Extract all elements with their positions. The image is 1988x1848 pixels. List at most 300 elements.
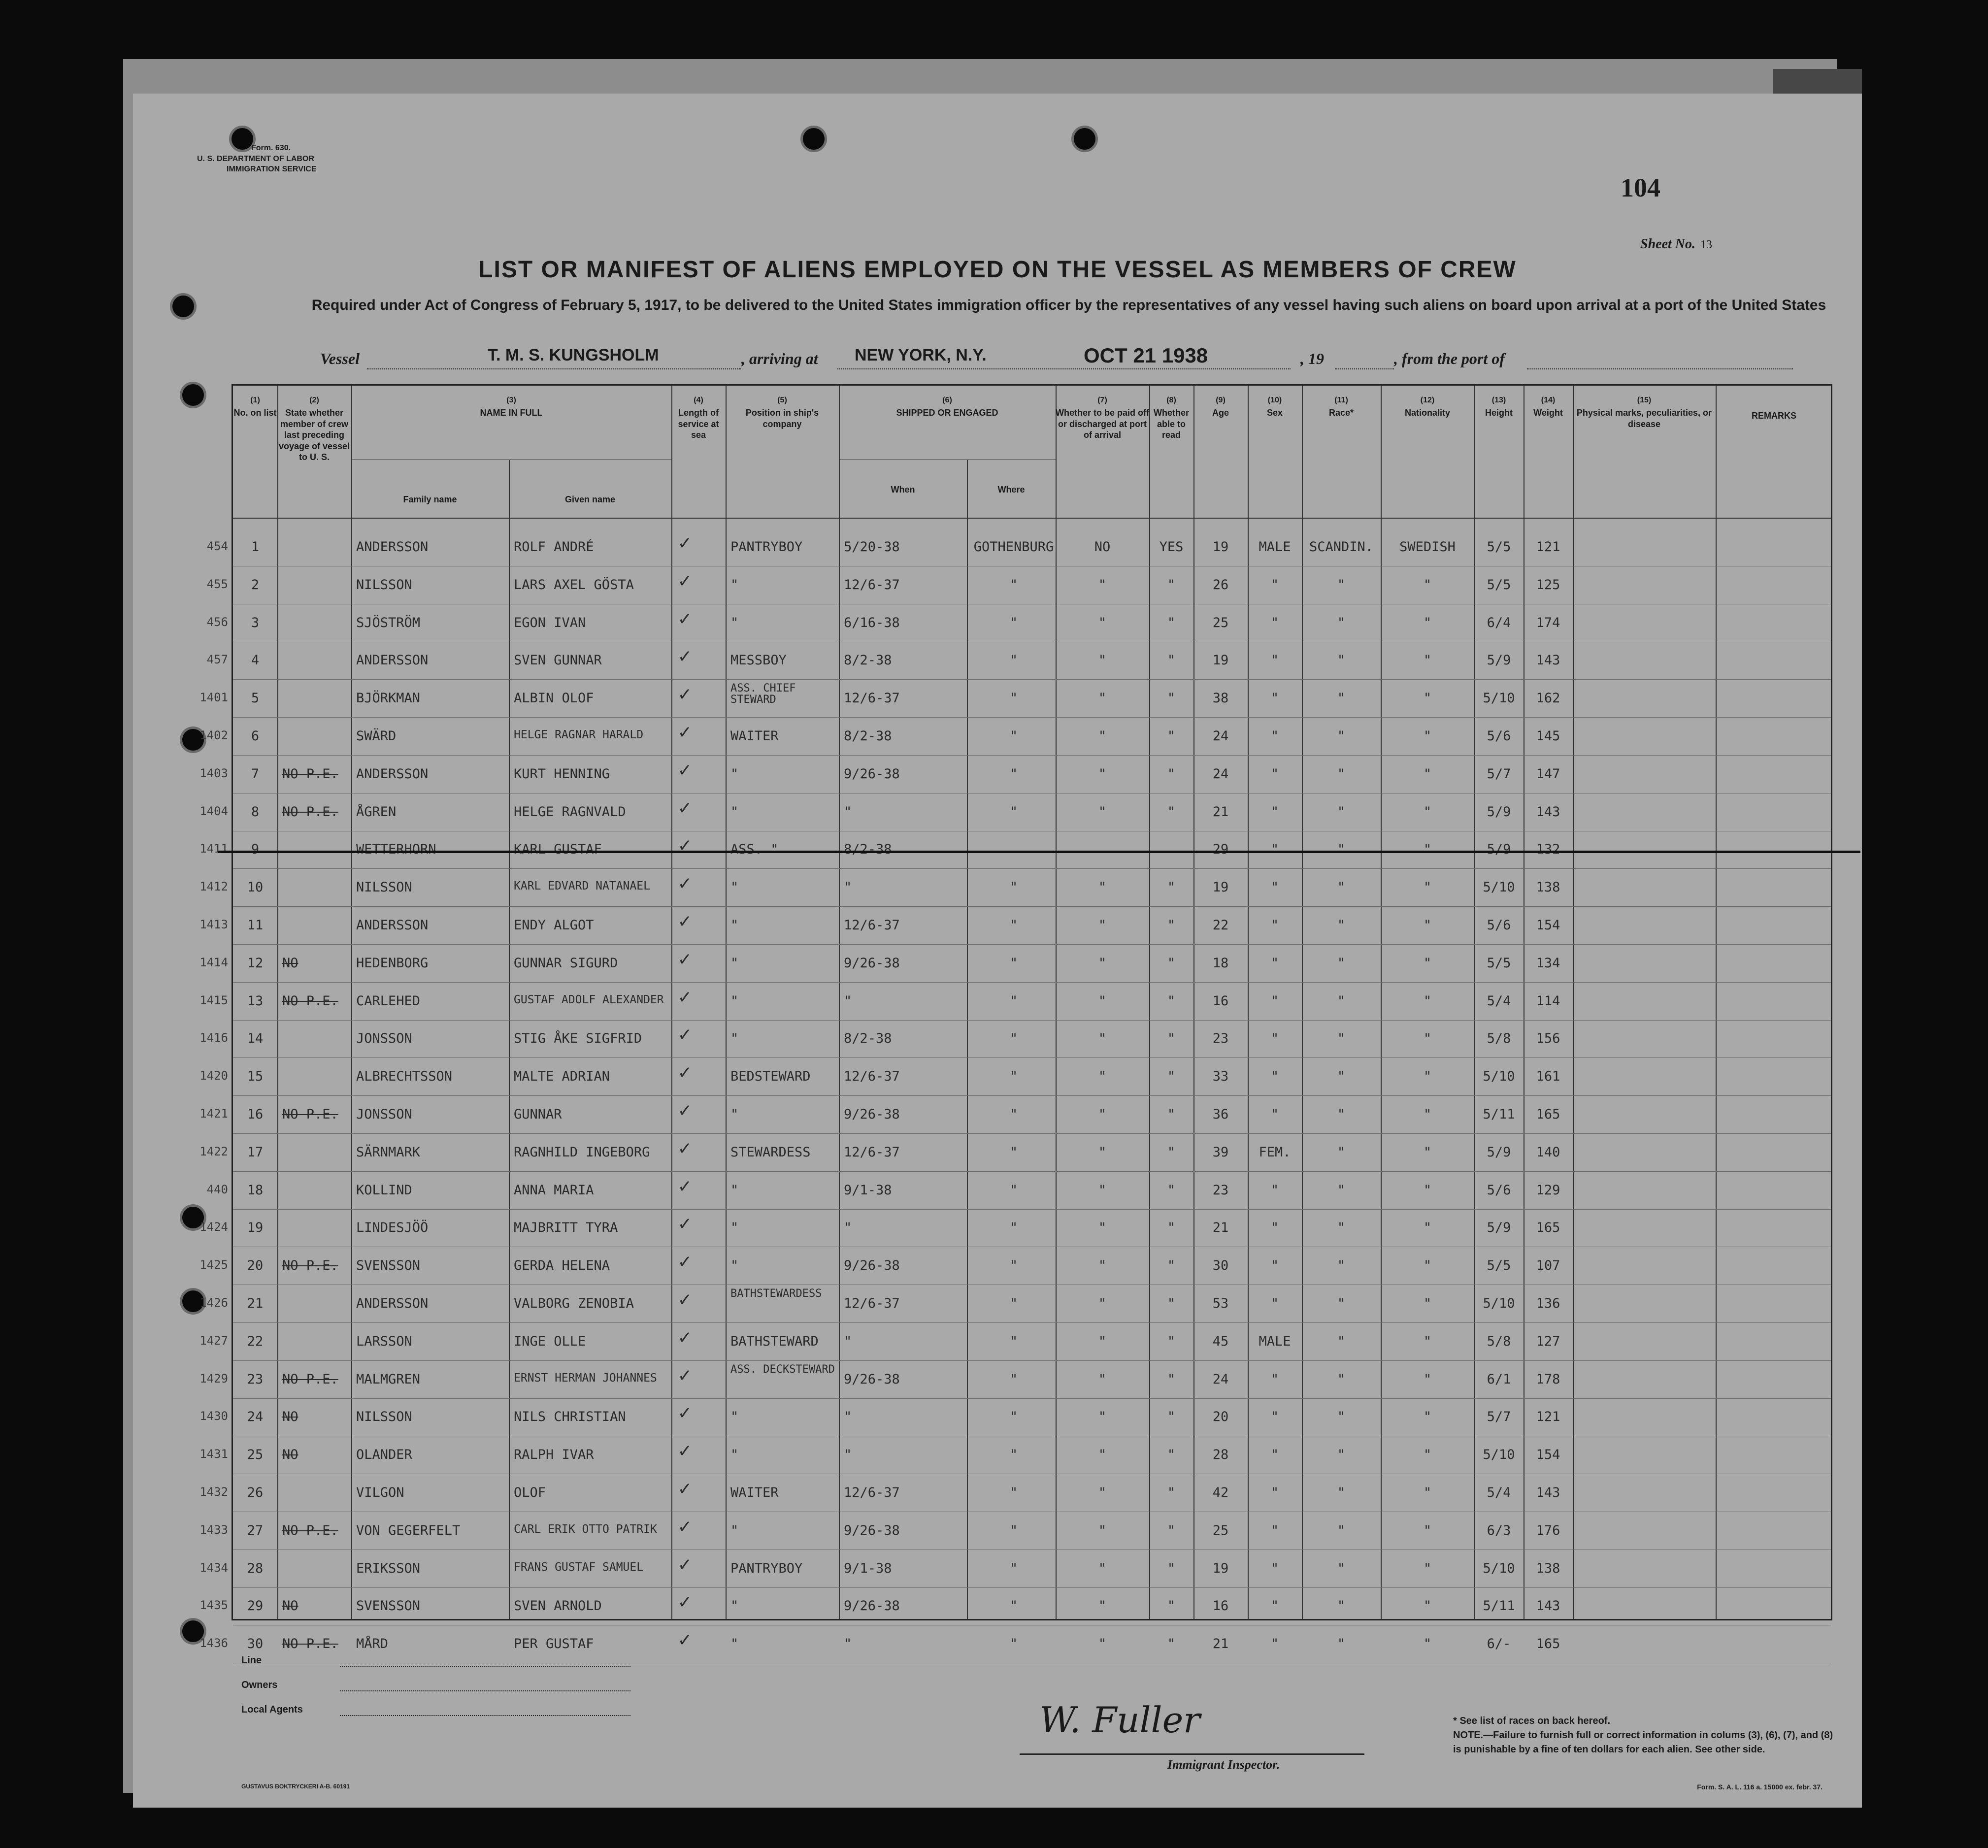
cell-sex: "	[1270, 1522, 1279, 1538]
cell-nat: "	[1423, 577, 1432, 593]
cell-no: 3	[251, 615, 260, 630]
table-row	[199, 718, 1831, 755]
col-header-no: (1) No. on list	[233, 396, 277, 418]
cell-race: "	[1337, 615, 1346, 630]
table-row	[199, 869, 1831, 906]
col-header-age: (9) Age	[1212, 396, 1229, 418]
cell-age: 33	[1212, 1069, 1229, 1085]
cell-family: NILSSON	[356, 577, 412, 593]
cell-race: "	[1337, 1371, 1346, 1387]
cell-age: 30	[1212, 1258, 1229, 1274]
cell-sex: "	[1270, 842, 1279, 858]
cell-height: 6/1	[1487, 1371, 1511, 1387]
cell-paid: "	[1098, 955, 1107, 971]
cell-position: "	[730, 1522, 739, 1538]
col-subheader-family-name: Family name	[403, 495, 457, 504]
cell-read: "	[1167, 993, 1176, 1009]
cell-where: "	[1009, 615, 1018, 630]
check-mark-icon: ✓	[679, 1325, 691, 1349]
manifest-table	[199, 384, 1832, 1652]
cell-given: EGON IVAN	[514, 615, 586, 630]
cell-race: "	[1337, 1220, 1346, 1236]
cell-given: OLOF	[514, 1485, 546, 1500]
table-row	[199, 1474, 1831, 1512]
punch-hole	[182, 384, 204, 406]
cell-where: "	[1009, 1598, 1018, 1614]
dotted-line	[837, 368, 1291, 369]
cell-sex: "	[1270, 1182, 1279, 1198]
cell-age: 39	[1212, 1144, 1229, 1160]
cell-where: "	[1009, 1485, 1018, 1500]
cell-family: HEDENBORG	[356, 955, 429, 971]
table-row	[206, 1172, 1831, 1209]
cell-height: 5/6	[1487, 1182, 1511, 1198]
cell-prev: NO P.E.	[282, 1107, 338, 1122]
arriving-label: , arriving at	[741, 350, 818, 367]
cell-where: "	[1009, 653, 1018, 668]
cell-given: PER GUSTAF	[514, 1636, 594, 1652]
cell-read: "	[1167, 1182, 1176, 1198]
check-mark-icon: ✓	[679, 1212, 691, 1235]
check-mark-icon: ✓	[679, 1061, 691, 1084]
cell-age: 24	[1212, 1371, 1229, 1387]
cell-when: "	[844, 880, 852, 895]
cell-sex: "	[1270, 1371, 1279, 1387]
table-row	[199, 907, 1831, 944]
cell-age: 38	[1212, 691, 1229, 706]
cell-no: 10	[247, 880, 264, 895]
cell-paid: "	[1098, 1069, 1107, 1085]
cell-when: "	[844, 1447, 852, 1463]
cell-height: 5/10	[1483, 1447, 1515, 1463]
cell-race: "	[1337, 766, 1346, 782]
check-mark-icon: ✓	[679, 1552, 691, 1576]
cell-where: "	[1009, 1107, 1018, 1122]
cell-where: "	[1009, 1522, 1018, 1538]
cell-where: "	[1009, 993, 1018, 1009]
col-header-read: (8) Whether able to read	[1154, 396, 1189, 440]
cell-sex: "	[1270, 1636, 1279, 1652]
strike-through-line	[218, 851, 1860, 853]
cell-family: ERIKSSON	[356, 1560, 421, 1576]
cell-read: "	[1167, 1522, 1176, 1538]
check-mark-icon: ✓	[679, 1590, 691, 1614]
col-header-paid-off: (7) Whether to be paid off or discharged at port of arrival	[1056, 396, 1149, 440]
cell-weight: 114	[1536, 993, 1560, 1009]
check-mark-icon: ✓	[679, 1477, 691, 1500]
cell-when: 9/26-38	[844, 1371, 900, 1387]
cell-paid: "	[1098, 918, 1107, 933]
cell-race: "	[1337, 728, 1346, 744]
cell-read: "	[1167, 615, 1176, 630]
cell-given: ENDY ALGOT	[514, 918, 594, 933]
cell-paid: "	[1098, 1636, 1107, 1652]
margin-number: 1426	[199, 1296, 228, 1310]
cell-position: "	[730, 1220, 739, 1236]
margin-number: 1415	[199, 993, 228, 1007]
cell-nat: "	[1423, 880, 1432, 895]
cell-nat: "	[1423, 766, 1432, 782]
table-row	[199, 1134, 1831, 1171]
cell-when: "	[844, 1636, 852, 1652]
cell-when: 8/2-38	[844, 653, 892, 668]
cell-sex: "	[1270, 1598, 1279, 1614]
cell-where: GOTHENBURG	[973, 539, 1054, 555]
cell-paid: "	[1098, 993, 1107, 1009]
cell-age: 24	[1212, 766, 1229, 782]
cell-paid: "	[1098, 1258, 1107, 1274]
cell-family: ALBRECHTSSON	[356, 1069, 453, 1085]
cell-when: 8/2-38	[844, 1031, 892, 1047]
cell-height: 5/5	[1487, 955, 1511, 971]
cell-age: 28	[1212, 1447, 1229, 1463]
cell-race: "	[1337, 1069, 1346, 1085]
cell-height: 5/5	[1487, 577, 1511, 593]
cell-position: ASS. DECKSTEWARD	[730, 1363, 835, 1376]
cell-when: 9/26-38	[844, 1522, 900, 1538]
cell-read: "	[1167, 1107, 1176, 1122]
margin-number: 1434	[199, 1560, 228, 1575]
cell-position: "	[730, 1031, 739, 1047]
margin-number: 1416	[199, 1031, 228, 1045]
cell-when: 9/26-38	[844, 955, 900, 971]
cell-paid: "	[1098, 1182, 1107, 1198]
cell-where: "	[1009, 1069, 1018, 1085]
cell-nat: "	[1423, 955, 1432, 971]
cell-no: 28	[247, 1560, 264, 1576]
cell-age: 29	[1212, 842, 1229, 858]
cell-position: PANTRYBOY	[730, 1560, 803, 1576]
cell-weight: 161	[1536, 1069, 1560, 1085]
cell-race: SCANDIN.	[1309, 539, 1374, 555]
cell-prev: NO P.E.	[282, 766, 338, 782]
cell-weight: 145	[1536, 728, 1560, 744]
cell-sex: "	[1270, 1409, 1279, 1425]
cell-age: 45	[1212, 1333, 1229, 1349]
cell-family: MALMGREN	[356, 1371, 421, 1387]
table-row	[199, 1247, 1831, 1285]
inspector-signature: W. Fuller	[1039, 1699, 1200, 1741]
inspector-label: Immigrant Inspector.	[1167, 1757, 1280, 1772]
margin-number: 440	[206, 1182, 228, 1196]
cell-weight: 121	[1536, 539, 1560, 555]
check-mark-icon: ✓	[679, 834, 691, 857]
cell-nat: "	[1423, 1560, 1432, 1576]
cell-height: 5/6	[1487, 918, 1511, 933]
margin-number: 1412	[199, 880, 228, 894]
margin-number: 1431	[199, 1447, 228, 1461]
cell-no: 12	[247, 955, 264, 971]
cell-age: 53	[1212, 1296, 1229, 1311]
cell-paid: "	[1098, 804, 1107, 820]
table-row	[199, 1550, 1831, 1587]
cell-position: MESSBOY	[730, 653, 787, 668]
check-mark-icon: ✓	[679, 607, 691, 630]
dotted-line	[340, 1666, 630, 1667]
check-mark-icon: ✓	[679, 1288, 691, 1311]
cell-read: "	[1167, 804, 1176, 820]
from-port-label: , from the port of	[1394, 350, 1505, 367]
cell-read: "	[1167, 1485, 1176, 1500]
cell-weight: 121	[1536, 1409, 1560, 1425]
cell-when: 9/26-38	[844, 1107, 900, 1122]
cell-family: VON GEGERFELT	[356, 1522, 461, 1538]
cell-race: "	[1337, 1031, 1346, 1047]
cell-where: "	[1009, 1220, 1018, 1236]
margin-number: 456	[206, 615, 228, 629]
cell-no: 15	[247, 1069, 264, 1085]
cell-no: 16	[247, 1107, 264, 1122]
cell-position: "	[730, 1258, 739, 1274]
cell-prev: NO P.E.	[282, 1371, 338, 1387]
cell-race: "	[1337, 880, 1346, 895]
cell-weight: 178	[1536, 1371, 1560, 1387]
cell-read: "	[1167, 1031, 1176, 1047]
check-mark-icon: ✓	[679, 645, 691, 668]
cell-paid: "	[1098, 615, 1107, 630]
cell-height: 5/8	[1487, 1031, 1511, 1047]
cell-nat: "	[1423, 1636, 1432, 1652]
cell-given: HELGE RAGNVALD	[514, 804, 626, 820]
form-header	[197, 143, 317, 175]
cell-sex: "	[1270, 766, 1279, 782]
cell-family: ANDERSSON	[356, 918, 429, 933]
cell-where: "	[1009, 766, 1018, 782]
cell-paid: "	[1098, 1220, 1107, 1236]
cell-family: ANDERSSON	[356, 766, 429, 782]
cell-where: "	[1009, 577, 1018, 593]
cell-given: ERNST HERMAN JOHANNES	[514, 1371, 657, 1385]
cell-paid: NO	[1094, 539, 1111, 555]
cell-no: 14	[247, 1031, 264, 1047]
cell-family: ANDERSSON	[356, 1296, 429, 1311]
cell-nat: "	[1423, 1144, 1432, 1160]
cell-nat: "	[1423, 615, 1432, 630]
cell-height: 5/5	[1487, 539, 1511, 555]
cell-nat: "	[1423, 1598, 1432, 1614]
cell-where: "	[1009, 1296, 1018, 1311]
table-row	[199, 1361, 1831, 1398]
cell-where: "	[1009, 1636, 1018, 1652]
margin-number: 1433	[199, 1522, 228, 1537]
margin-number: 1404	[199, 804, 228, 818]
table-row	[199, 831, 1831, 868]
col-subheader-where: Where	[997, 485, 1025, 495]
cell-weight: 107	[1536, 1258, 1560, 1274]
table-row	[199, 1209, 1831, 1247]
check-mark-icon: ✓	[679, 1136, 691, 1159]
cell-position: ASS. "	[730, 842, 779, 858]
cell-sex: "	[1270, 955, 1279, 971]
cell-weight: 154	[1536, 1447, 1560, 1463]
cell-family: JONSSON	[356, 1031, 412, 1047]
cell-position: "	[730, 1598, 739, 1614]
cell-weight: 125	[1536, 577, 1560, 593]
cell-no: 21	[247, 1296, 264, 1311]
cell-race: "	[1337, 1598, 1346, 1614]
cell-weight: 143	[1536, 1598, 1560, 1614]
cell-race: "	[1337, 1333, 1346, 1349]
cell-paid: "	[1098, 766, 1107, 782]
vessel-name: T. M. S. KUNGSHOLM	[488, 346, 659, 364]
cell-where: "	[1009, 1447, 1018, 1463]
cell-sex: "	[1270, 1447, 1279, 1463]
table-row	[206, 642, 1831, 679]
margin-number: 1430	[199, 1409, 228, 1423]
cell-age: 23	[1212, 1031, 1229, 1047]
cell-nat: "	[1423, 1522, 1432, 1538]
form-number: Form. 630.	[251, 144, 291, 152]
cell-paid: "	[1098, 728, 1107, 744]
table-row	[206, 528, 1831, 566]
cell-no: 9	[251, 842, 260, 858]
cell-weight: 136	[1536, 1296, 1560, 1311]
cell-weight: 165	[1536, 1636, 1560, 1652]
check-mark-icon: ✓	[679, 796, 691, 819]
cell-sex: "	[1270, 993, 1279, 1009]
cell-where: "	[1009, 880, 1018, 895]
cell-given: GUNNAR SIGURD	[514, 955, 618, 971]
cell-when: "	[844, 1220, 852, 1236]
col-header-weight: (14) Weight	[1533, 396, 1563, 418]
cell-paid: "	[1098, 1598, 1107, 1614]
stamped-page-number: 104	[1621, 173, 1660, 202]
cell-family: JONSSON	[356, 1107, 412, 1122]
cell-no: 20	[247, 1258, 264, 1274]
cell-no: 17	[247, 1144, 264, 1160]
cell-sex: MALE	[1259, 539, 1291, 555]
check-mark-icon: ✓	[679, 1023, 691, 1046]
line-label: Line	[241, 1655, 262, 1666]
cell-read: "	[1167, 1409, 1176, 1425]
cell-race: "	[1337, 804, 1346, 820]
cell-no: 27	[247, 1522, 264, 1538]
cell-race: "	[1337, 955, 1346, 971]
cell-read: "	[1167, 1333, 1176, 1349]
cell-family: SWÄRD	[356, 728, 397, 744]
cell-height: 5/11	[1483, 1107, 1515, 1122]
col-header-service-length: (4) Length of service at sea	[678, 396, 719, 440]
cell-prev: NO P.E.	[282, 804, 338, 820]
footer-notes	[1453, 1714, 1837, 1757]
cell-given: ANNA MARIA	[514, 1182, 594, 1198]
cell-no: 1	[251, 539, 260, 555]
table-row	[199, 1020, 1831, 1057]
cell-position: "	[730, 1107, 739, 1122]
cell-where: "	[1009, 1182, 1018, 1198]
cell-when: 12/6-37	[844, 918, 900, 933]
cell-weight: 138	[1536, 1560, 1560, 1576]
cell-paid: "	[1098, 577, 1107, 593]
cell-age: 42	[1212, 1485, 1229, 1500]
manifest-sheet	[133, 94, 1862, 1808]
table-row	[206, 604, 1831, 642]
department-label: U. S. DEPARTMENT OF LABOR	[197, 154, 314, 163]
margin-number: 1414	[199, 955, 228, 969]
cell-family: WETTERHORN	[356, 842, 436, 858]
cell-read: "	[1167, 766, 1176, 782]
cell-family: MÅRD	[356, 1636, 389, 1652]
cell-nat: "	[1423, 842, 1432, 858]
cell-weight: 143	[1536, 1485, 1560, 1500]
arrival-date: OCT 21 1938	[1084, 344, 1208, 367]
cell-read: "	[1167, 1371, 1176, 1387]
cell-paid: "	[1098, 1560, 1107, 1576]
cell-where: "	[1009, 918, 1018, 933]
cell-paid: "	[1098, 1333, 1107, 1349]
cell-age: 22	[1212, 918, 1229, 933]
cell-given: RAGNHILD INGEBORG	[514, 1144, 650, 1160]
cell-height: 5/10	[1483, 691, 1515, 706]
cell-sex: "	[1270, 1069, 1279, 1085]
check-mark-icon: ✓	[679, 683, 691, 706]
cell-no: 2	[251, 577, 260, 593]
check-mark-icon: ✓	[679, 1628, 691, 1651]
cell-sex: "	[1270, 577, 1279, 593]
year-label: , 19	[1300, 350, 1324, 367]
cell-given: CARL ERIK OTTO PATRIK	[514, 1522, 657, 1536]
cell-given: ALBIN OLOF	[514, 691, 594, 706]
cell-family: KOLLIND	[356, 1182, 412, 1198]
cell-read: "	[1167, 653, 1176, 668]
cell-age: 26	[1212, 577, 1229, 593]
cell-height: 5/8	[1487, 1333, 1511, 1349]
cell-position: BATHSTEWARDESS	[730, 1287, 822, 1300]
table-row	[199, 1058, 1831, 1095]
cell-weight: 143	[1536, 653, 1560, 668]
cell-race: "	[1337, 1144, 1346, 1160]
cell-family: VILGON	[356, 1485, 404, 1500]
cell-family: SVENSSON	[356, 1258, 421, 1274]
margin-number: 1424	[199, 1220, 228, 1234]
vessel-label: Vessel	[320, 350, 360, 367]
dotted-line	[340, 1715, 630, 1716]
cell-sex: "	[1270, 1031, 1279, 1047]
col-header-race: (11) Race*	[1328, 396, 1354, 418]
races-note: * See list of races on back hereof.	[1453, 1716, 1611, 1726]
margin-number: 1402	[199, 728, 228, 742]
cell-paid: "	[1098, 1447, 1107, 1463]
margin-number: 1420	[199, 1069, 228, 1083]
cell-weight: 174	[1536, 615, 1560, 630]
table-row	[199, 1587, 1831, 1625]
cell-given: MAJBRITT TYRA	[514, 1220, 618, 1236]
cell-race: "	[1337, 1182, 1346, 1198]
cell-family: SVENSSON	[356, 1598, 421, 1614]
cell-when: "	[844, 1333, 852, 1349]
cell-no: 6	[251, 728, 260, 744]
cell-when: 9/26-38	[844, 1598, 900, 1614]
cell-nat: "	[1423, 1031, 1432, 1047]
table-row	[199, 756, 1831, 793]
margin-number: 454	[206, 539, 228, 553]
cell-weight: 165	[1536, 1107, 1560, 1122]
margin-number: 1435	[199, 1598, 228, 1613]
col-header-physical-marks: (15) Physical marks, peculiarities, or disease	[1576, 396, 1712, 429]
cell-age: 19	[1212, 1560, 1229, 1576]
cell-age: 19	[1212, 880, 1229, 895]
cell-age: 19	[1212, 653, 1229, 668]
col-header-height: (13) Height	[1485, 396, 1513, 418]
check-mark-icon: ✓	[679, 985, 691, 1008]
margin-number: 1413	[199, 918, 228, 931]
col-header-position: (5) Position in ship's company	[745, 396, 819, 429]
cell-age: 21	[1212, 1220, 1229, 1236]
cell-position: "	[730, 615, 739, 630]
margin-number: 1403	[199, 766, 228, 780]
cell-age: 24	[1212, 728, 1229, 744]
cell-weight: 143	[1536, 804, 1560, 820]
